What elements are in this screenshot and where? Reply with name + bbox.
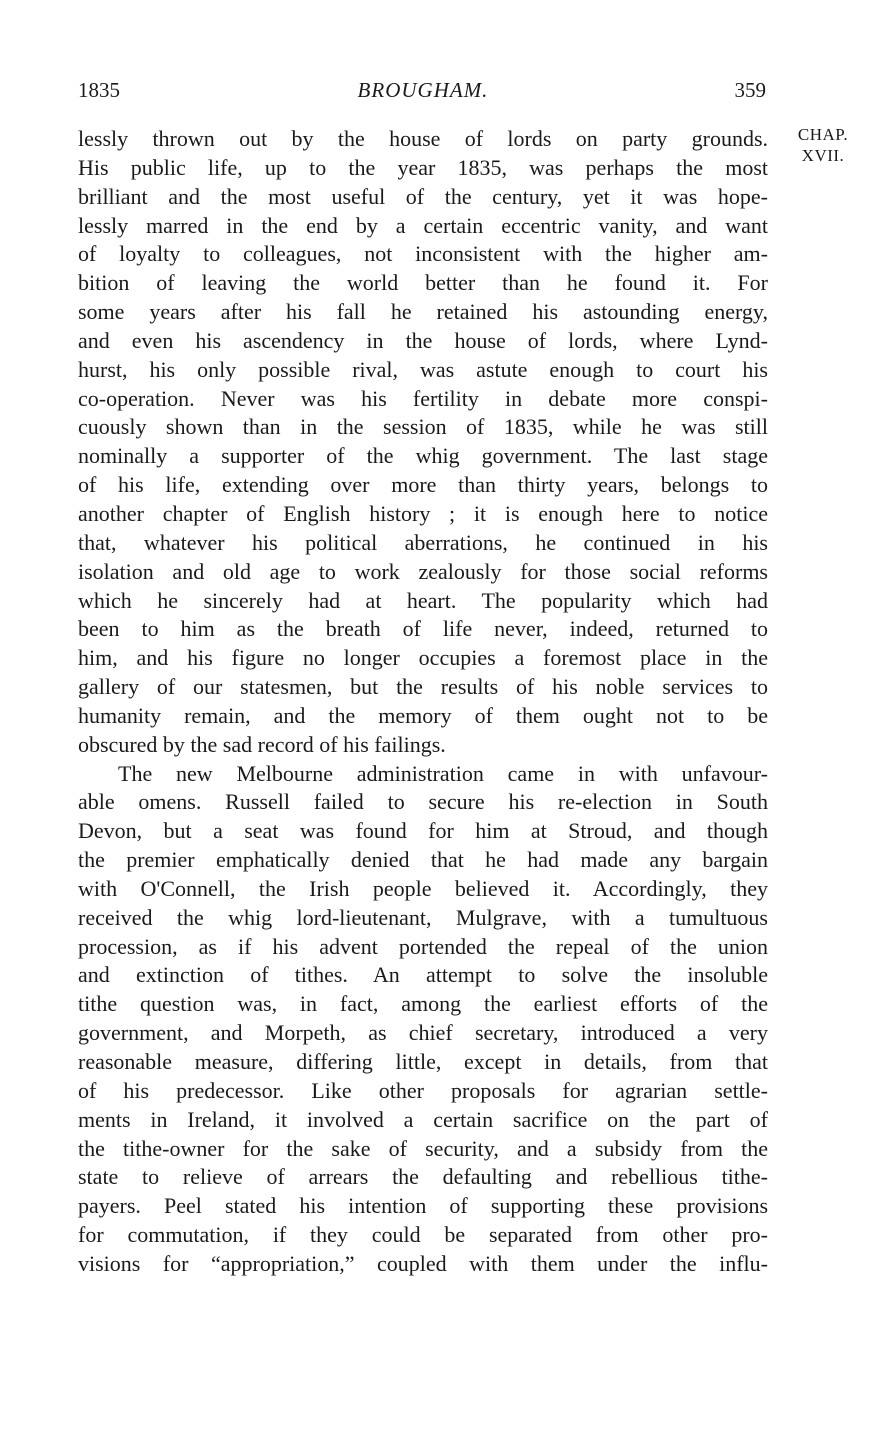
text-line: of loyalty to colleagues, not inconsistent with the higher am- — [78, 241, 768, 267]
text-line: which he sincerely had at heart. The popularity which had — [78, 587, 768, 613]
text-line: isolation and old age to work zealously for those social reforms — [78, 558, 768, 584]
chapter-marginal-note — [778, 124, 868, 166]
text-line: and even his ascendency in the house of lords, where Lynd- — [78, 327, 768, 353]
running-head-title: BROUGHAM. — [357, 78, 489, 102]
chapter-label: CHAP. — [797, 125, 849, 144]
text-line: lessly marred in the end by a certain eccentric vanity, and want — [78, 212, 768, 238]
text-line: ments in Ireland, it involved a certain sacrifice on the part of — [78, 1106, 768, 1132]
text-line: nominally a supporter of the whig government. The last stage — [78, 443, 768, 469]
text-line: the tithe-owner for the sake of security, and a subsidy from the — [78, 1135, 768, 1161]
text-line: state to relieve of arrears the defaulting and rebellious tithe- — [78, 1164, 768, 1190]
text-line: of his life, extending over more than thirty years, belongs to — [78, 472, 768, 498]
running-head-year: 1835 — [78, 78, 120, 102]
body-text — [78, 125, 768, 1279]
text-line: able omens. Russell failed to secure his re-election in South — [78, 789, 768, 815]
text-line: the premier emphatically denied that he had made any bargain — [78, 847, 768, 873]
text-line: obscured by the sad record of his failings. — [78, 731, 446, 757]
text-line: gallery of our statesmen, but the results of his noble services to — [78, 674, 768, 700]
text-line: him, and his figure no longer occupies a foremost place in the — [78, 645, 768, 671]
text-line: of his predecessor. Like other proposals for agrarian settle- — [78, 1077, 768, 1103]
text-line: lessly thrown out by the house of lords on party grounds. — [78, 126, 768, 151]
text-line: bition of leaving the world better than he found it. For — [78, 270, 768, 296]
text-line: and extinction of tithes. An attempt to solve the insoluble — [78, 962, 768, 988]
paragraph-1 — [78, 125, 768, 760]
text-line: payers. Peel stated his intention of supporting these provisions — [78, 1193, 768, 1219]
text-line: some years after his fall he retained his astounding energy, — [78, 299, 768, 325]
text-line: humanity remain, and the memory of them ought not to be — [78, 702, 768, 728]
chapter-number: XVII. — [801, 146, 845, 165]
text-line: another chapter of English history ; it is enough here to notice — [78, 500, 768, 526]
text-line: cuously shown than in the session of 1835, while he was still — [78, 414, 768, 440]
text-line: co-operation. Never was his fertility in debate more conspi- — [78, 385, 768, 411]
text-line: that, whatever his political aberrations, he continued in his — [78, 529, 768, 555]
text-line: received the whig lord-lieutenant, Mulgrave, with a tumultuous — [78, 904, 768, 930]
text-line: The new Melbourne administration came in with unfavour- — [118, 760, 768, 786]
text-line: hurst, his only possible rival, was astute enough to court his — [78, 356, 768, 382]
text-line: reasonable measure, differing little, except in details, from that — [78, 1049, 768, 1074]
text-line: His public life, up to the year 1835, was perhaps the most — [78, 154, 768, 180]
text-line: been to him as the breath of life never, indeed, returned to — [78, 616, 768, 642]
text-line: brilliant and the most useful of the century, yet it was hope- — [78, 183, 768, 209]
text-line: with O'Connell, the Irish people believed it. Accordingly, they — [78, 875, 768, 901]
paragraph-2 — [78, 760, 768, 1279]
text-line: for commutation, if they could be separated from other pro- — [78, 1222, 768, 1248]
text-line: procession, as if his advent portended the repeal of the union — [78, 933, 768, 959]
text-line: Devon, but a seat was found for him at Stroud, and though — [78, 818, 768, 844]
running-head — [78, 78, 768, 108]
text-line: visions for “appropriation,” coupled with them under the influ- — [78, 1250, 768, 1276]
text-line: government, and Morpeth, as chief secretary, introduced a very — [78, 1020, 768, 1046]
page-number: 359 — [734, 78, 766, 102]
text-line: tithe question was, in fact, among the earliest efforts of the — [78, 991, 768, 1017]
